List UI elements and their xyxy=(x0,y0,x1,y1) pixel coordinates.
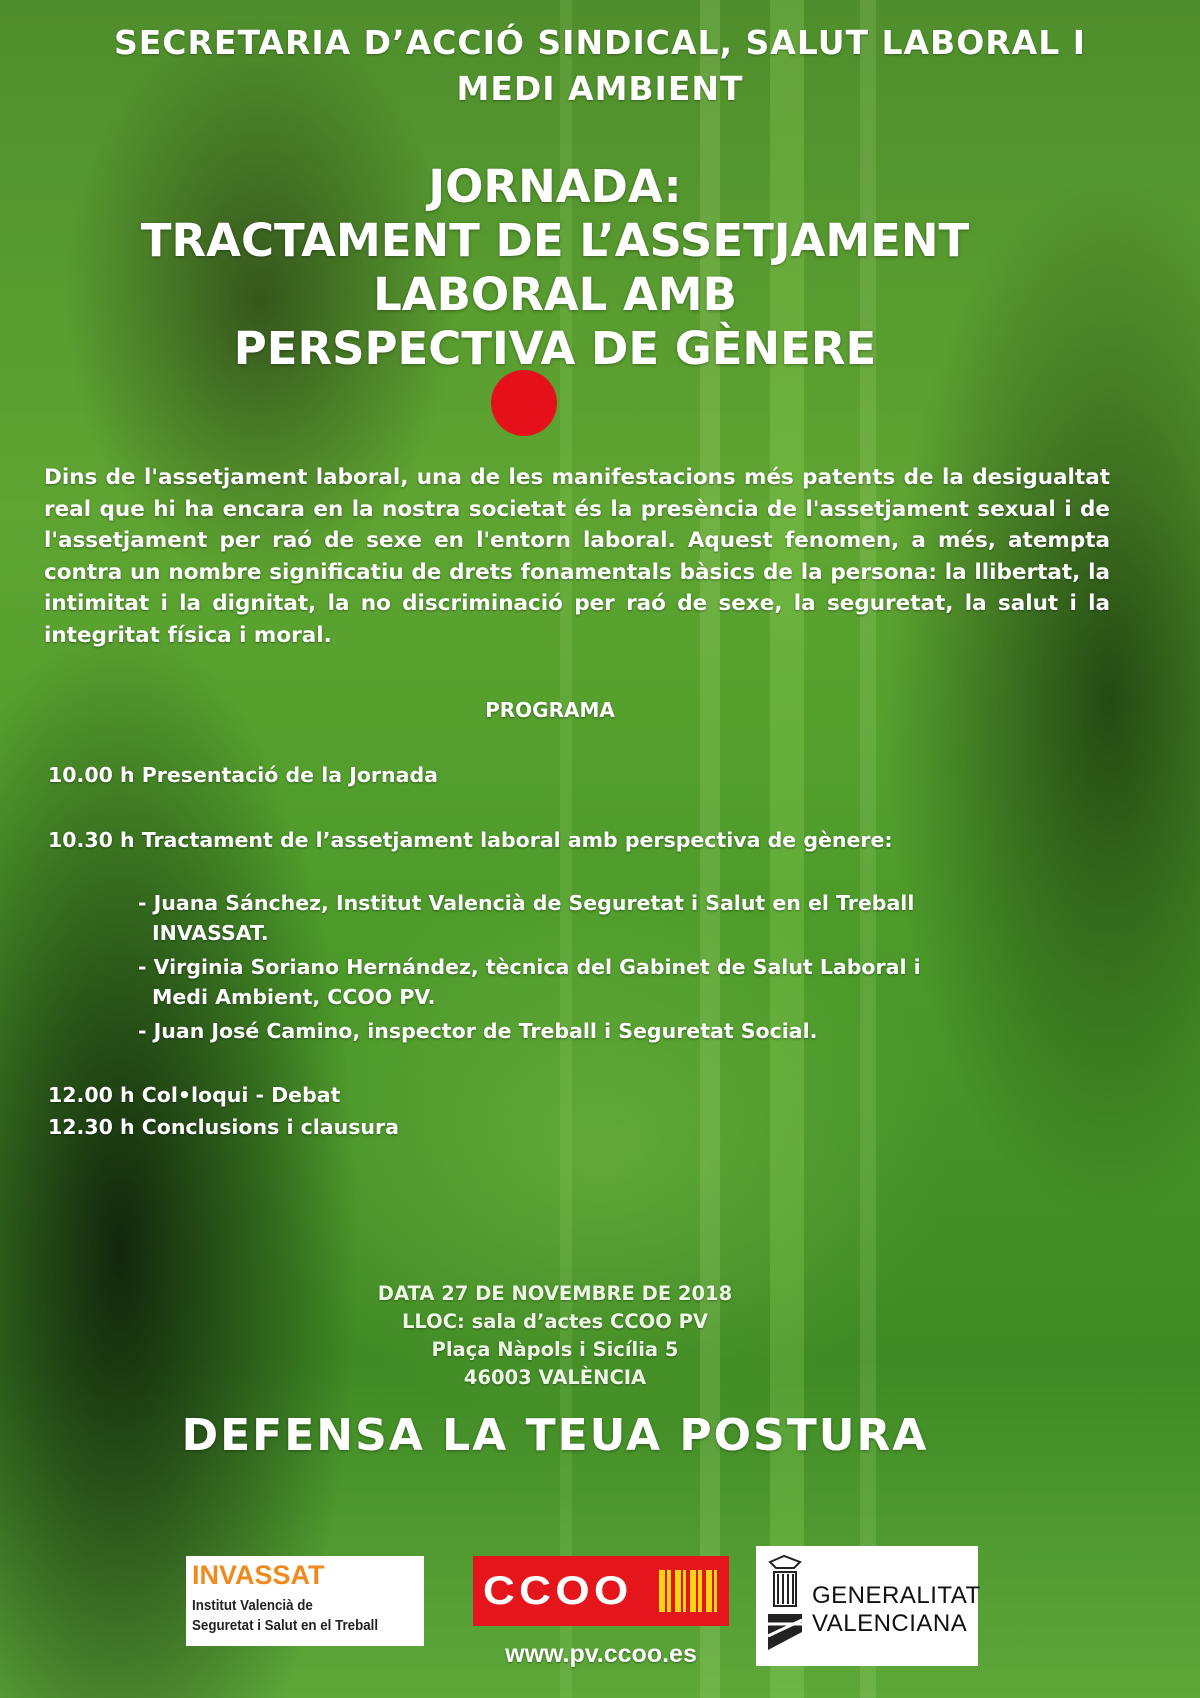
org-line-1: SECRETARIA D’ACCIÓ SINDICAL, SALUT LABORAL I xyxy=(113,23,1087,62)
speaker-line: - Juan José Camino, inspector de Treball i Seguretat Social. xyxy=(138,1019,818,1043)
speaker-line: - Juana Sánchez, Institut Valencià de Seguretat i Salut en el Treball xyxy=(138,891,915,915)
red-dot-decoration xyxy=(491,370,557,436)
ccoo-wordmark: CCOO xyxy=(483,1569,633,1613)
speaker-line-continued: INVASSAT. xyxy=(152,921,269,945)
program-heading: PROGRAMA xyxy=(485,698,615,722)
program-item-talk: 10.30 h Tractament de l’assetjament laboral amb perspectiva de gènere: xyxy=(48,828,893,852)
invassat-subtitle-line: Institut Valencià de xyxy=(192,1598,313,1614)
generalitat-name-line: VALENCIANA xyxy=(812,1610,968,1637)
title-line-3: LABORAL AMB xyxy=(373,268,737,321)
generalitat-emblem-icon xyxy=(764,1554,806,1656)
event-details xyxy=(0,1280,1110,1392)
invassat-name: INVASSAT xyxy=(192,1560,325,1590)
generalitat-valenciana-logo xyxy=(756,1546,981,1666)
invassat-subtitle xyxy=(192,1596,378,1636)
program-item-presentation: 10.00 h Presentació de la Jornada xyxy=(48,763,438,787)
program-item-debate: 12.00 h Col•loqui - Debat xyxy=(48,1083,341,1107)
title-line-1: JORNADA: xyxy=(428,160,682,213)
website-link[interactable]: www.pv.ccoo.es xyxy=(505,1640,697,1668)
event-city: 46003 VALÈNCIA xyxy=(463,1366,647,1389)
speaker-line: - Virginia Soriano Hernández, tècnica del Gabinet de Salut Laboral i xyxy=(138,955,921,979)
event-address: Plaça Nàpols i Sicília 5 xyxy=(431,1338,679,1361)
title-line-4: PERSPECTIVA DE GÈNERE xyxy=(233,322,877,375)
speaker-line-continued: Medi Ambient, CCOO PV. xyxy=(152,985,436,1009)
organization-heading xyxy=(0,20,1200,112)
generalitat-name-line: GENERALITAT xyxy=(812,1582,981,1609)
event-date: DATA 27 DE NOVEMBRE DE 2018 xyxy=(377,1282,733,1305)
slogan: DEFENSA LA TEUA POSTURA xyxy=(181,1410,929,1461)
speaker-juana-sanchez xyxy=(138,888,914,948)
org-line-2: MEDI AMBIENT xyxy=(456,69,744,108)
generalitat-name xyxy=(812,1582,981,1638)
program-item-conclusions: 12.30 h Conclusions i clausura xyxy=(48,1115,399,1139)
event-place: LLOC: sala d’actes CCOO PV xyxy=(401,1310,708,1333)
title-line-2: TRACTAMENT DE L’ASSETJAMENT xyxy=(140,214,970,267)
ccoo-logo xyxy=(473,1556,729,1626)
event-title xyxy=(0,160,1110,376)
speaker-virginia-soriano xyxy=(138,952,921,1012)
invassat-subtitle-line: Seguretat i Salut en el Treball xyxy=(192,1618,379,1634)
senyera-bars-icon xyxy=(659,1570,717,1612)
speaker-juan-jose-camino xyxy=(138,1016,817,1046)
invassat-logo xyxy=(186,1556,424,1646)
intro-paragraph: Dins de l'assetjament laboral, una de les manifestacions més patents de la desigualtat real que hi ha encara en la nostra societat és la presència de l'assetjament sexual i de l'assetjament per raó de sexe en l'entorn laboral. Aquest fenomen, a més, atempta contra un nombre significatiu de drets fonamentals bàsics de la persona: la llibertat, la intimitat i la dignitat, la no discriminació per raó de sexe, la seguretat, la salut i la integritat física i moral. xyxy=(44,465,1110,648)
